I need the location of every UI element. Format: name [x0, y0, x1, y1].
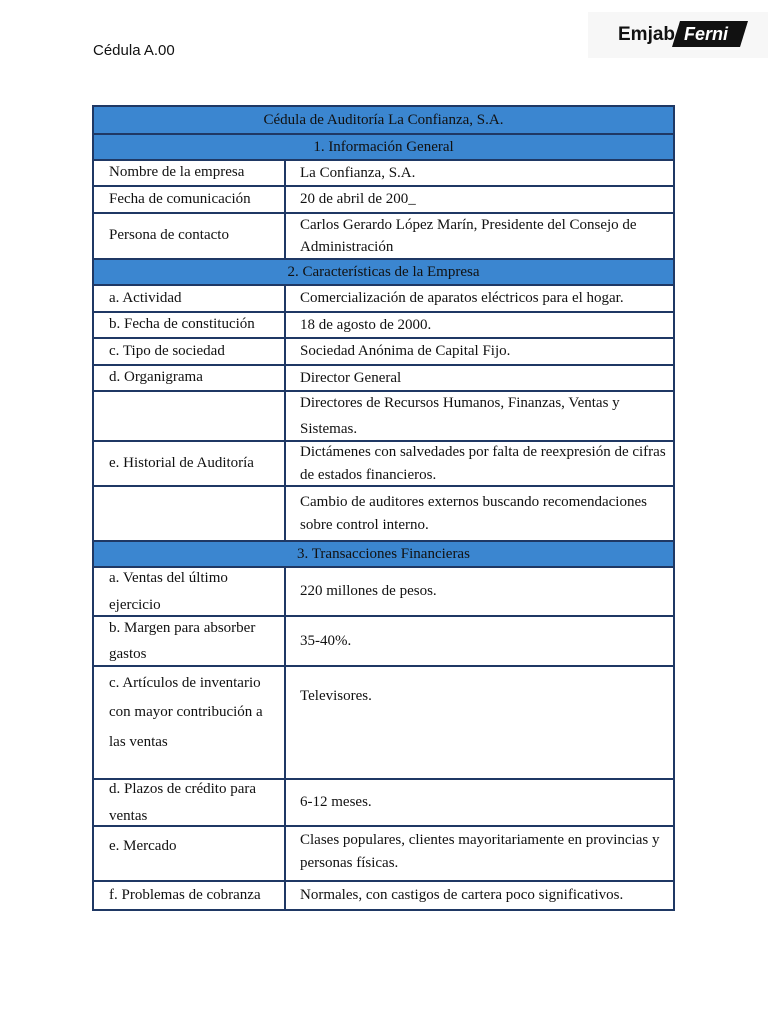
row-label: e. Historial de Auditoría — [94, 442, 286, 485]
row-label: Nombre de la empresa — [94, 161, 286, 185]
row-label: a. Actividad — [94, 286, 286, 311]
row-value: 220 millones de pesos. — [300, 583, 437, 600]
row-label: Fecha de comunicación — [94, 187, 286, 212]
row-label: c. Artículos de inventario con mayor contribución a las ventas — [94, 667, 286, 778]
table-row — [94, 214, 673, 260]
row-value: Directores de Recursos Humanos, Finanzas, Ventas y Sistemas. — [300, 394, 620, 437]
row-value: Televisores. — [300, 688, 372, 704]
row-label: a. Ventas del último ejercicio — [94, 568, 286, 615]
logo-graphic — [618, 20, 748, 50]
row-label: d. Plazos de crédito para ventas — [94, 780, 286, 825]
row-value: Normales, con castigos de cartera poco significativos. — [300, 887, 624, 904]
row-label: b. Fecha de constitución — [94, 313, 286, 337]
table-title: Cédula de Auditoría La Confianza, S.A. — [263, 111, 504, 128]
table-row — [94, 366, 673, 392]
table-row — [94, 827, 673, 882]
row-value: Comercialización de aparatos eléctricos para el hogar. — [300, 290, 624, 307]
row-label: d. Organigrama — [94, 366, 286, 390]
table-row — [94, 667, 673, 780]
section-heading: 1. Información General — [313, 138, 454, 155]
row-label: c. Tipo de sociedad — [94, 339, 286, 364]
row-value: 6-12 meses. — [300, 794, 372, 811]
row-value: Cambio de auditores externos buscando recomendaciones sobre control interno. — [300, 494, 647, 533]
table-title-row — [94, 107, 673, 135]
row-value: Sociedad Anónima de Capital Fijo. — [300, 343, 511, 360]
table-row — [94, 568, 673, 617]
row-label — [94, 487, 286, 540]
page-label: Cédula A.00 — [93, 42, 175, 59]
section-header-3 — [94, 542, 673, 568]
row-value: Clases populares, clientes mayoritariamente en provincias y personas físicas. — [300, 832, 660, 871]
row-value: Carlos Gerardo López Marín, Presidente del Consejo de Administración — [300, 216, 637, 255]
table-row — [94, 339, 673, 366]
row-label: b. Margen para absorber gastos — [94, 617, 286, 665]
row-value: 35-40%. — [300, 632, 352, 649]
table-row — [94, 487, 673, 542]
table-row — [94, 313, 673, 339]
table-row — [94, 187, 673, 214]
table-row — [94, 286, 673, 313]
row-label — [94, 392, 286, 440]
row-value: Dictámenes con salvedades por falta de reexpresión de cifras de estados financieros. — [300, 444, 666, 483]
table-row — [94, 442, 673, 487]
logo-text-b: Ferni — [684, 24, 729, 44]
table-row — [94, 780, 673, 827]
logo-text-a: Emjab — [618, 24, 676, 45]
section-heading: 3. Transacciones Financieras — [297, 545, 470, 562]
audit-table — [92, 105, 675, 911]
table-row — [94, 882, 673, 909]
table-row — [94, 161, 673, 187]
table-row — [94, 392, 673, 442]
row-label: f. Problemas de cobranza — [94, 882, 286, 909]
table-row — [94, 617, 673, 667]
row-label: Persona de contacto — [94, 214, 286, 258]
row-value: 18 de agosto de 2000. — [300, 316, 432, 333]
brand-logo — [588, 12, 768, 58]
section-header-2 — [94, 260, 673, 286]
section-header-1 — [94, 135, 673, 161]
row-value: La Confianza, S.A. — [300, 164, 416, 181]
row-label: e. Mercado — [94, 827, 286, 880]
section-heading: 2. Características de la Empresa — [287, 263, 480, 280]
row-value: Director General — [300, 369, 402, 386]
row-value: 20 de abril de 200_ — [300, 191, 416, 208]
